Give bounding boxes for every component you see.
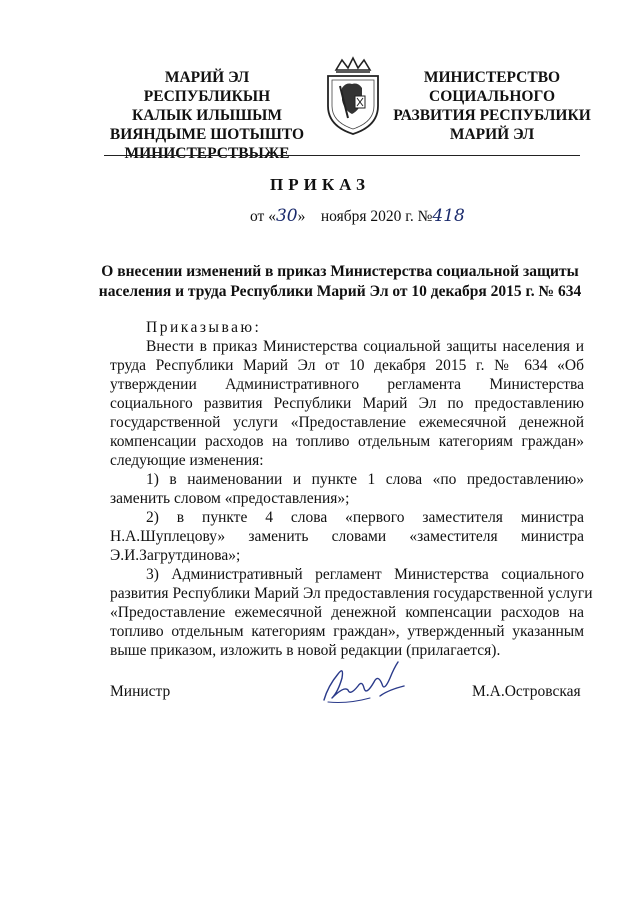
paragraph-line: труда Республики Марий Эл от 10 декабря 2015 г. № 634 «Об [110, 357, 584, 374]
paragraph-line: Внести в приказ Министерства социальной защиты населения и [146, 338, 584, 355]
document-subject [90, 262, 590, 302]
header-left-line: КАЛЫК ИЛЫШЫМ [131, 107, 282, 124]
header-right-line: МАРИЙ ЭЛ [449, 126, 535, 143]
header-left-block [102, 68, 312, 163]
header-right-line: РАЗВИТИЯ РЕСПУБЛИКИ [393, 107, 591, 124]
item-1-line: заменить словом «предоставления»; [110, 490, 350, 507]
document-title: ПРИКАЗ [270, 175, 370, 194]
item-3-line: топливо отдельным категориям граждан», утвержденный указанным [110, 623, 584, 640]
header-right-line: МИНИСТЕРСТВО [423, 69, 561, 86]
header-left-line: МАРИЙ ЭЛ [164, 69, 250, 86]
item-1-line: 1) в наименовании и пункте 1 слова «по предоставлению» [146, 471, 584, 488]
header-right-block [392, 68, 592, 144]
item-2-line: Э.И.Загрутдинова»; [110, 547, 241, 564]
signer-role: Министр [110, 683, 171, 700]
paragraph-line: утверждении Административного регламента Министерства [110, 376, 584, 393]
item-3-line: «Предоставление ежемесячной денежной компенсации расходов на [110, 604, 584, 621]
item-2-line: 2) в пункте 4 слова «первого заместителя министра [146, 509, 584, 526]
header-right-line: СОЦИАЛЬНОГО [429, 88, 555, 105]
handwritten-signature [318, 656, 410, 708]
signer-name: М.А.Островская [472, 683, 581, 700]
header-left-line: РЕСПУБЛИКЫН [143, 88, 271, 105]
item-2-line: Н.А.Шуплецову» заменить словами «заместителя министра [110, 528, 584, 545]
header-divider [104, 155, 580, 156]
paragraph-line: следующие изменения: [110, 452, 264, 469]
item-3-line: 3) Административный регламент Министерства социального [146, 566, 584, 583]
date-day-handwritten: 30 [275, 206, 298, 226]
document-number-handwritten: 418 [432, 206, 465, 226]
paragraph-line: социального развития Республики Марий Эл по предоставлению [110, 395, 584, 412]
header-left-line: МИНИСТЕРСТВЫЖЕ [124, 145, 290, 162]
coat-of-arms-emblem [322, 56, 384, 136]
header-left-line: ВИЯНДЫМЕ ШОТЫШТО [109, 126, 305, 143]
document-date-line [250, 206, 465, 226]
paragraph-line: компенсации расходов на топливо отдельным категориям граждан» [110, 433, 584, 450]
date-prefix: от « [250, 208, 276, 225]
paragraph-line: государственной услуги «Предоставление ежемесячной денежной [110, 414, 584, 431]
subject-line: О внесении изменений в приказ Министерства социальной защиты [101, 263, 579, 280]
order-word: Приказываю: [146, 319, 262, 336]
item-3-line: развития Республики Марий Эл предоставления государственной услуги [110, 585, 593, 602]
subject-line: населения и труда Республики Марий Эл от 10 декабря 2015 г. № 634 [98, 283, 582, 300]
item-3-line: выше приказом, изложить в новой редакции (прилагается). [110, 642, 501, 659]
date-month-year: » ноября 2020 г. № [297, 208, 433, 225]
